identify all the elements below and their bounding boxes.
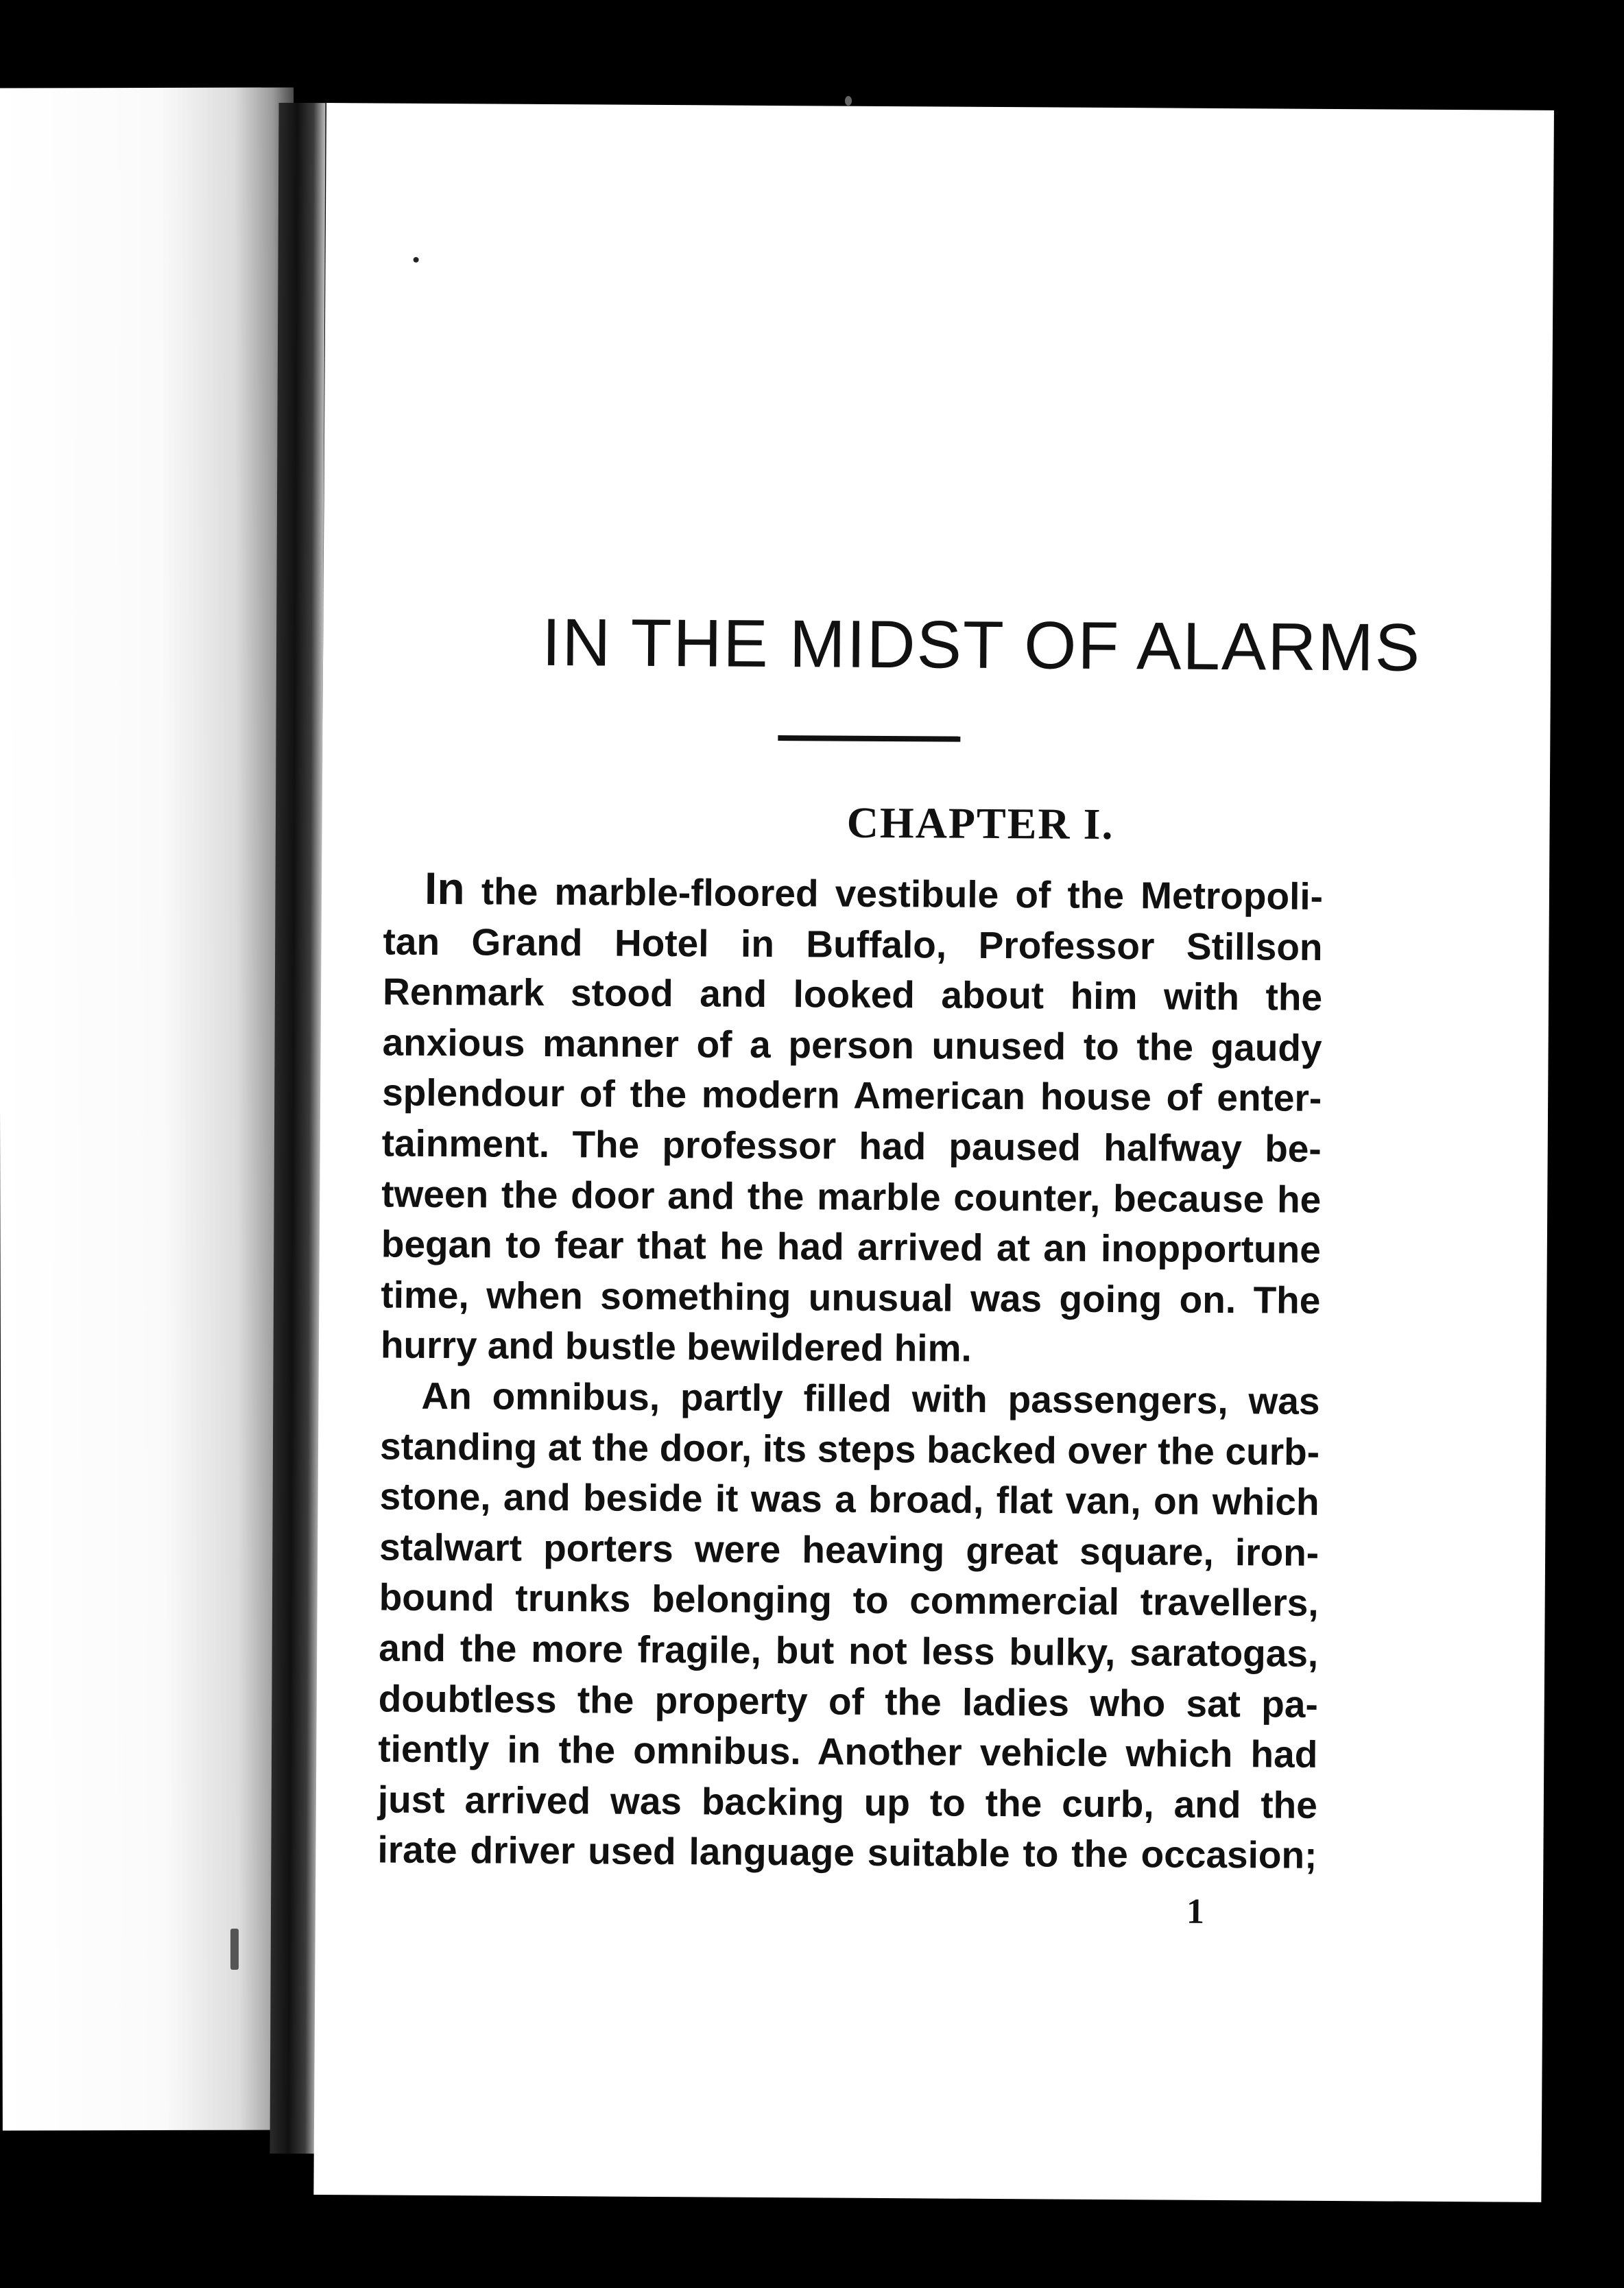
- text-line-rest: the marble-floored vestibule of the Metropoli-: [464, 870, 1324, 918]
- text-line: began to fear that he had arrived at an inopportune: [381, 1222, 1322, 1272]
- body-text: [377, 863, 1323, 1881]
- text-line: doubtless the property of the ladies who sat pa-: [378, 1677, 1318, 1726]
- text-line: just arrived was backing up to the curb, and the: [377, 1778, 1318, 1826]
- text-line: irate driver used language suitable to the occasion;: [377, 1828, 1317, 1877]
- text-line: tainment. The professor had paused halfway be-: [381, 1121, 1322, 1170]
- text-line: stalwart porters were heaving great square, iron-: [379, 1525, 1320, 1574]
- drop-cap: In: [424, 862, 465, 914]
- text-line: tan Grand Hotel in Buffalo, Professor Stillson: [383, 920, 1323, 968]
- page-number: 1: [1186, 1892, 1205, 1931]
- text-line: stone, and beside it was a broad, flat van, on which: [379, 1475, 1320, 1524]
- text-line: anxious manner of a person unused to the gaudy: [382, 1021, 1322, 1069]
- text-line: and the more fragile, but not less bulky, saratogas,: [379, 1626, 1319, 1675]
- scan-edge-mark: [1610, 2126, 1624, 2208]
- title-rule: [778, 735, 960, 742]
- text-line: bound trunks belonging to commercial travellers,: [379, 1575, 1319, 1625]
- scan-speck: [230, 1929, 239, 1970]
- scan-speck: [414, 257, 419, 263]
- chapter-heading: CHAPTER I.: [846, 798, 1114, 849]
- text-line: time, when something unusual was going on. The: [381, 1273, 1321, 1322]
- text-line: tween the door and the marble counter, because he: [381, 1172, 1322, 1221]
- scan-speck: [845, 96, 852, 106]
- text-line: hurry and bustle bewildered him.: [380, 1323, 972, 1370]
- text-line: tiently in the omnibus. Another vehicle which had: [378, 1727, 1318, 1776]
- text-line: An omnibus, partly filled with passengers, was: [421, 1374, 1320, 1422]
- text-line: [383, 863, 1323, 922]
- book-page: [313, 103, 1554, 2202]
- left-facing-page: [0, 87, 299, 2130]
- text-line: splendour of the modern American house of enter-: [381, 1071, 1322, 1120]
- book-title: IN THE MIDST OF ALARMS: [541, 604, 1422, 685]
- text-line: standing at the door, its steps backed over the curb-: [379, 1425, 1320, 1473]
- text-line: Renmark stood and looked about him with the: [382, 970, 1323, 1019]
